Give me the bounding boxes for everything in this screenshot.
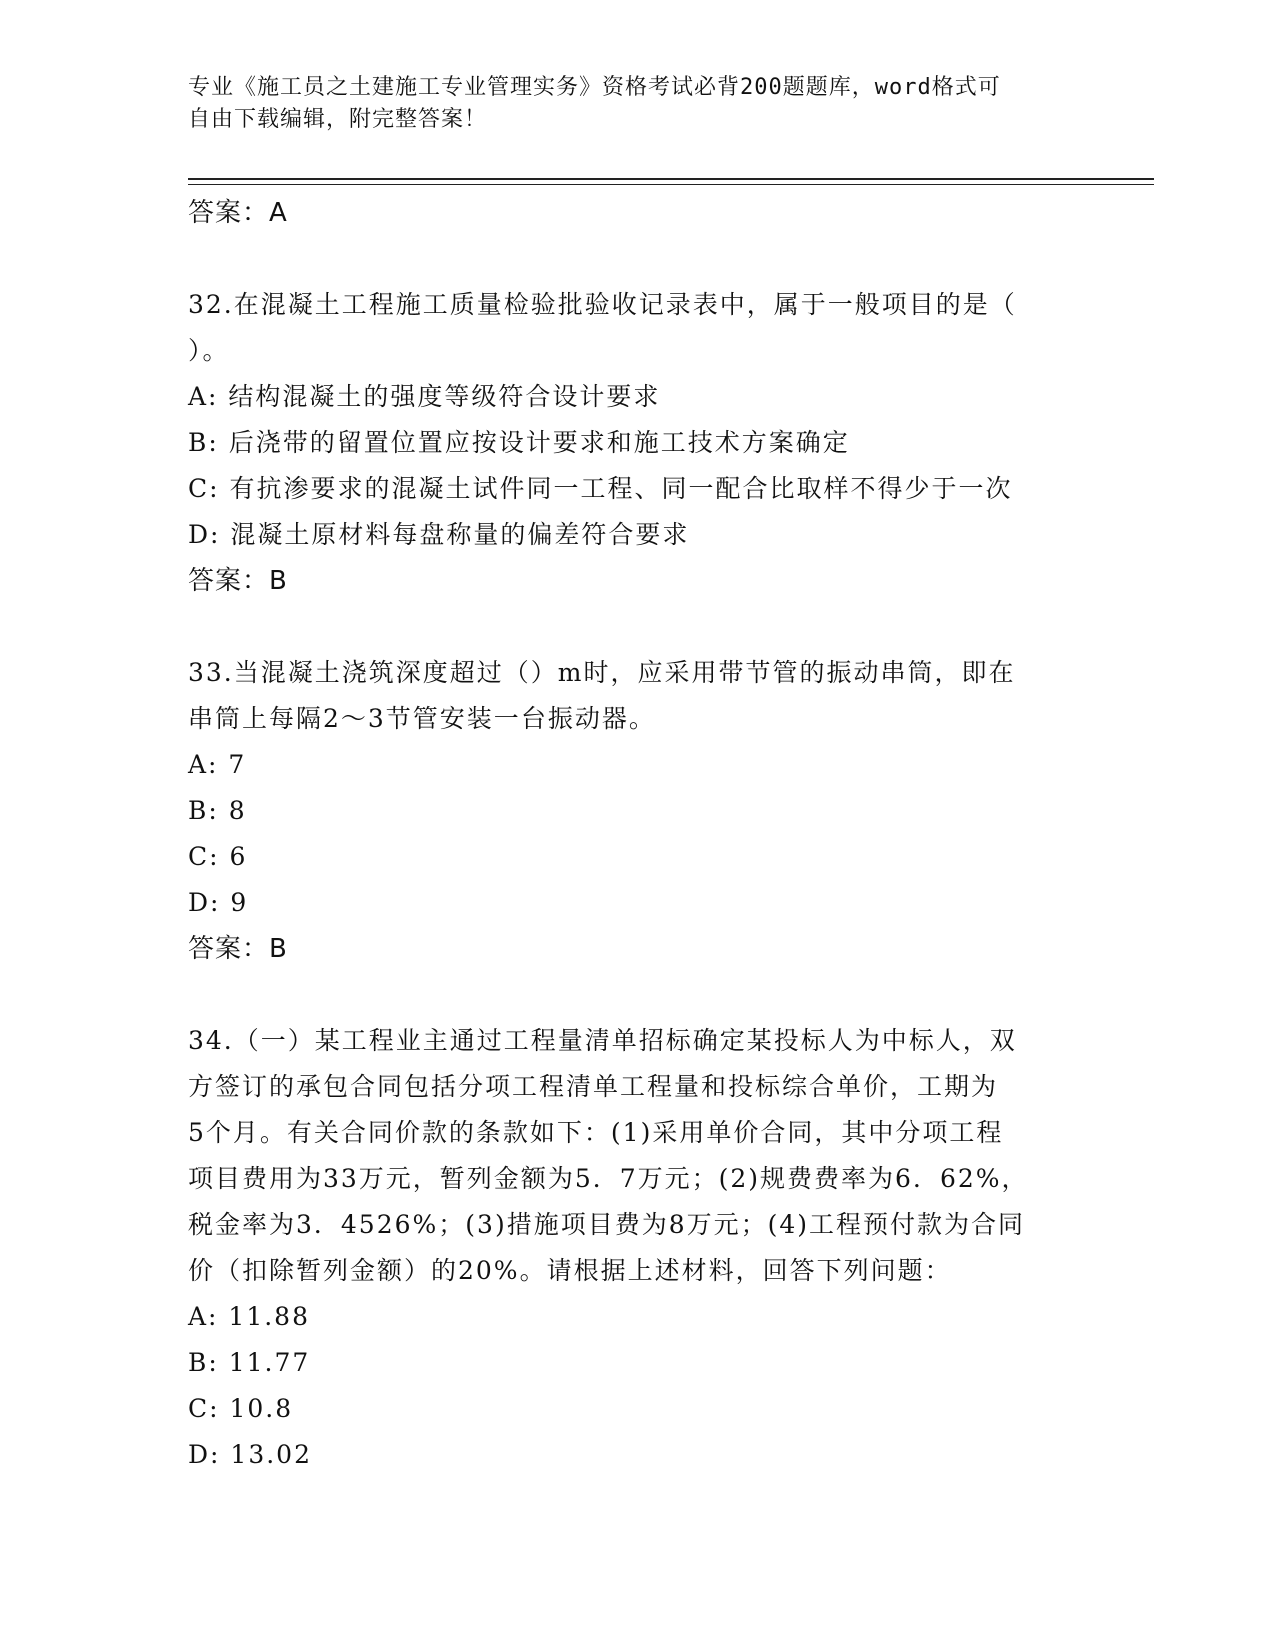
stem-line: ）。 — [188, 336, 230, 365]
option-d: D: 混凝土原材料每盘称量的偏差符合要求 — [188, 520, 690, 549]
header-divider-thin — [188, 184, 1154, 185]
stem-line: 税金率为3．4526%；(3)措施项目费为8万元；(4)工程预付款为合同 — [188, 1210, 1026, 1239]
stem-line: 串筒上每隔2～3节管安装一台振动器。 — [188, 704, 656, 733]
header-line-1: 专业《施工员之土建施工专业管理实务》资格考试必背200题题库，word格式可 — [188, 75, 1001, 100]
document-header — [188, 72, 1068, 136]
option-b: B: 后浇带的留置位置应按设计要求和施工技术方案确定 — [188, 428, 850, 457]
option-a: A: 7 — [188, 750, 247, 779]
option-a: A: 11.88 — [188, 1302, 310, 1331]
answer-line: 答案：A — [188, 198, 288, 228]
option-c: C: 6 — [188, 842, 248, 871]
option-b: B: 11.77 — [188, 1348, 311, 1377]
question-block — [188, 1018, 1088, 1478]
option-d: D: 9 — [188, 888, 249, 917]
question-block — [188, 650, 1088, 972]
option-c: C: 10.8 — [188, 1394, 294, 1423]
question-stem — [188, 650, 1088, 742]
answer-line: 答案：B — [188, 934, 288, 964]
stem-line: 项目费用为33万元，暂列金额为5．7万元；(2)规费费率为6．62%， — [188, 1164, 1029, 1193]
stem-line: 32.在混凝土工程施工质量检验批验收记录表中，属于一般项目的是（ — [188, 290, 1017, 319]
stem-line: 5个月。有关合同价款的条款如下：(1)采用单价合同，其中分项工程 — [188, 1118, 1004, 1147]
question-block — [188, 282, 1088, 604]
stem-line: 33.当混凝土浇筑深度超过（）m时，应采用带节管的振动串筒，即在 — [188, 658, 1016, 687]
question-stem — [188, 1018, 1088, 1294]
question-stem — [188, 282, 1088, 374]
header-line-2: 自由下载编辑，附完整答案！ — [188, 107, 488, 132]
option-b: B: 8 — [188, 796, 247, 825]
header-divider-thick — [188, 178, 1154, 180]
option-a: A: 结构混凝土的强度等级符合设计要求 — [188, 382, 661, 411]
option-c: C: 有抗渗要求的混凝土试件同一工程、同一配合比取样不得少于一次 — [188, 474, 1013, 503]
answer-line: 答案：B — [188, 566, 288, 596]
stem-line: 价（扣除暂列金额）的20%。请根据上述材料，回答下列问题： — [188, 1256, 952, 1285]
stem-line: 方签订的承包合同包括分项工程清单工程量和投标综合单价，工期为 — [188, 1072, 999, 1101]
stem-line: 34.（一）某工程业主通过工程量清单招标确定某投标人为中标人，双 — [188, 1026, 1017, 1055]
option-d: D: 13.02 — [188, 1440, 312, 1469]
question-content — [188, 190, 1088, 1478]
